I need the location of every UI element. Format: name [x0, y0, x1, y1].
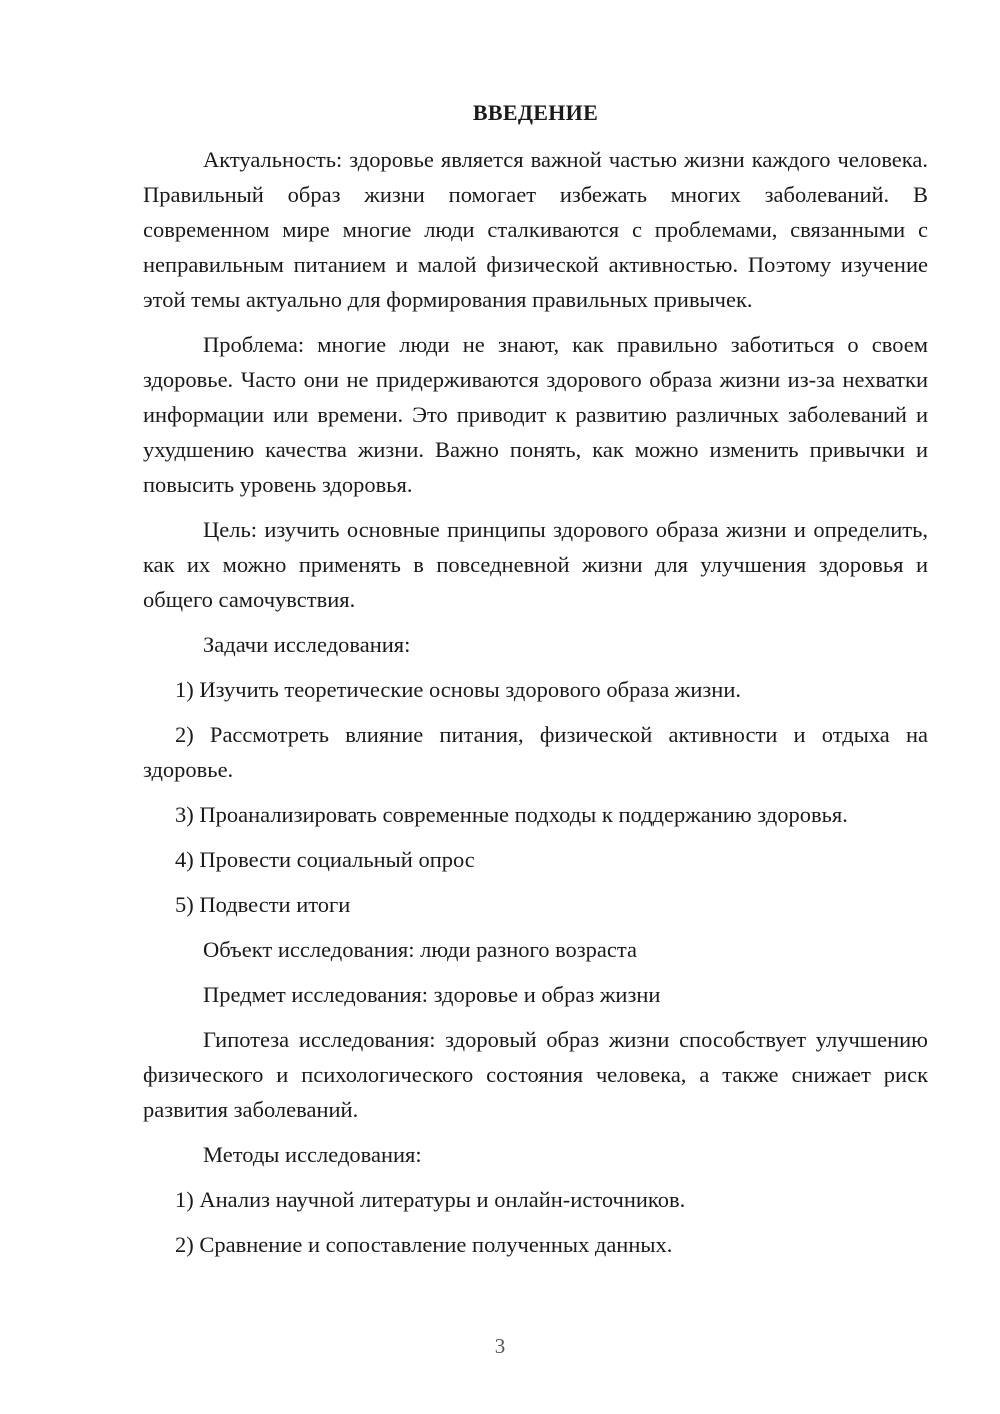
page-title: ВВЕДЕНИЕ [472, 100, 599, 125]
goal-paragraph: Цель: изучить основные принципы здорового образа жизни и определить, как их можно применять в повседневной жизни для улучшения здоровья и общего самочувствия. [143, 517, 928, 612]
task-item-4: 4) Провести социальный опрос [175, 847, 475, 872]
problem-paragraph: Проблема: многие люди не знают, как правильно заботиться о своем здоровье. Часто они не придерживаются здорового образа жизни из-за нехватки информации или времени. Это приводит к развитию различных заболеваний и ухудшению качества жизни. Важно понять, как можно изменить привычки и повысить уровень здоровья. [143, 332, 928, 497]
document-page [143, 95, 928, 1272]
relevance-paragraph: Актуальность: здоровье является важной частью жизни каждого человека. Правильный образ жизни помогает избежать многих заболеваний. В современном мире многие люди сталкиваются с проблемами, связанными с неправильным питанием и малой физической активностью. Поэтому изучение этой темы актуально для формирования правильных привычек. [143, 147, 928, 312]
method-item-2: 2) Сравнение и сопоставление полученных данных. [175, 1232, 673, 1257]
method-item-1: 1) Анализ научной литературы и онлайн-источников. [175, 1187, 686, 1212]
task-item-1: 1) Изучить теоретические основы здорового образа жизни. [175, 677, 741, 702]
task-item-5: 5) Подвести итоги [175, 892, 351, 917]
research-subject: Предмет исследования: здоровье и образ жизни [203, 982, 661, 1007]
task-item-2: 2) Рассмотреть влияние питания, физической активности и отдыха на здоровье. [143, 722, 928, 782]
hypothesis-paragraph: Гипотеза исследования: здоровый образ жизни способствует улучшению физического и психологического состояния человека, а также снижает риск развития заболеваний. [143, 1027, 928, 1122]
methods-heading: Методы исследования: [203, 1142, 422, 1167]
task-item-3: 3) Проанализировать современные подходы к поддержанию здоровья. [175, 802, 848, 827]
tasks-heading: Задачи исследования: [203, 632, 411, 657]
research-object: Объект исследования: люди разного возраста [203, 937, 637, 962]
page-number: 3 [494, 1334, 506, 1358]
